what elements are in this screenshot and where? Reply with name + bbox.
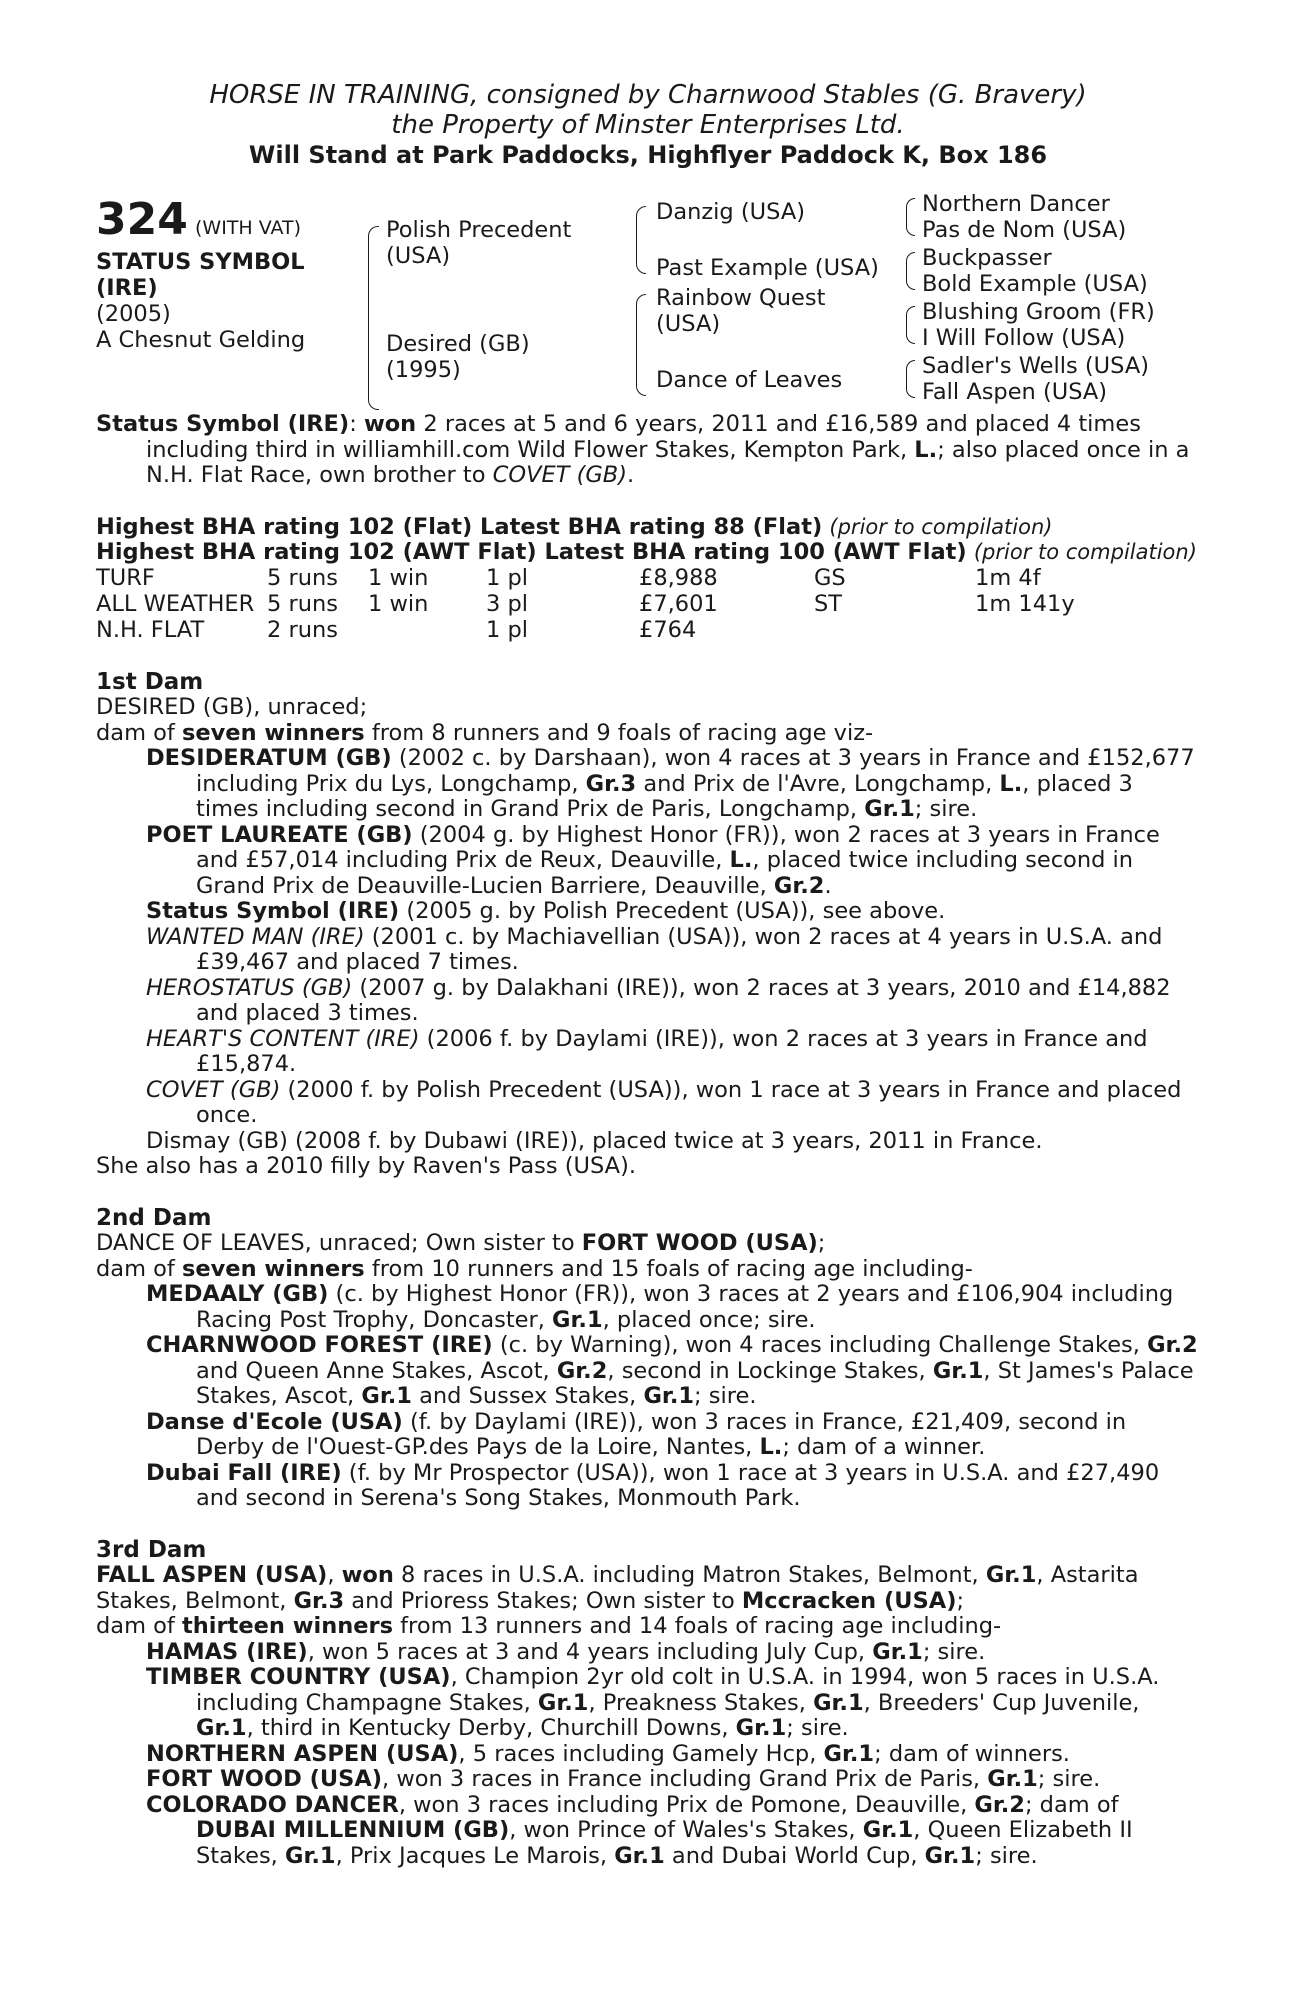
- dam-dam: Dance of Leaves: [656, 367, 843, 393]
- text: (2006 f. by Daylami (IRE)), won 2 races at 3 years in France and £15,874.: [196, 1025, 1148, 1077]
- rating-flat-values: Highest BHA rating 102 (Flat) Latest BHA rating 88 (Flat): [96, 513, 823, 540]
- stat-distance: 1m 4f: [975, 564, 1041, 591]
- sister-name: Mccracken (USA): [741, 1587, 957, 1614]
- sire-dam: Past Example (USA): [656, 255, 879, 281]
- text: ; sire.: [975, 1842, 1038, 1869]
- sire-name: Polish Precedent: [386, 217, 572, 243]
- grade: Gr.1: [862, 1817, 914, 1843]
- text: , placed once; sire.: [602, 1306, 816, 1333]
- stat-prize: £8,988: [639, 564, 718, 591]
- text: and Prioress Stakes; Own sister to: [344, 1587, 742, 1614]
- stat-going: ST: [814, 590, 843, 617]
- dsd: I Will Follow (USA): [922, 325, 1126, 351]
- progeny-name: HEROSTATUS (GB): [146, 974, 353, 1001]
- text: , Astarita Stakes, Belmont,: [96, 1562, 1139, 1614]
- dam2-intro: [96, 1231, 1200, 1257]
- progeny-entry: [96, 1461, 1200, 1512]
- horse-name-country: (IRE): [96, 275, 158, 301]
- grade: L.: [999, 770, 1023, 797]
- text: , third in Kentucky Derby, Churchill Downs,: [246, 1715, 736, 1741]
- progeny-entry: [96, 1742, 1200, 1768]
- race-record-table: [96, 566, 1200, 644]
- text: ; sire.: [786, 1715, 849, 1741]
- text: ; dam of winners.: [874, 1740, 1070, 1767]
- stat-surface: TURF: [96, 564, 155, 591]
- progeny-entry: [96, 899, 1200, 925]
- text: (c. by Warning), won 4 races including Challenge Stakes,: [492, 1332, 1148, 1358]
- grade: Gr.3: [585, 770, 637, 797]
- stat-distance: 1m 141y: [975, 590, 1075, 617]
- stat-placed: 1 pl: [486, 564, 529, 591]
- summary-text: 2 races at 5 and 6 years, 2011 and £16,589 and placed 4 times including third in williamhill.com Wild Flower Stakes, Kempton Park,: [146, 411, 1141, 463]
- sds: Buckpasser: [922, 245, 1052, 271]
- text: , won Prince of Wales's Stakes,: [509, 1817, 863, 1843]
- grade: L.: [729, 847, 753, 873]
- winners-count: seven winners: [181, 1255, 365, 1282]
- summary-text: :: [349, 411, 364, 437]
- progeny-entry: [96, 1027, 1200, 1078]
- horse-year: (2005): [96, 301, 171, 327]
- stat-runs: 5 runs: [267, 564, 338, 591]
- progeny-name: MEDAALY (GB): [146, 1281, 329, 1307]
- dam1-dam-of: [96, 721, 1200, 747]
- text: and Sussex Stakes,: [411, 1383, 644, 1409]
- rating-flat: [96, 515, 1200, 541]
- progeny-entry: [96, 1818, 1200, 1869]
- dds: Sadler's Wells (USA): [922, 353, 1150, 379]
- lot-number: 324: [96, 194, 188, 245]
- text: (c. by Highest Honor (FR)), won 3 races at 2 years and £106,904 including Racing Post Trophy, Doncaster,: [196, 1281, 1174, 1333]
- text: , Champion 2yr old colt in U.S.A. in 1994, won 5 races in U.S.A. including Champagne Stakes,: [196, 1664, 1160, 1716]
- summary-won: won: [363, 411, 417, 437]
- progeny-name: DUBAI MILLENNIUM (GB): [196, 1817, 510, 1843]
- text: (f. by Mr Prospector (USA)), won 1 race at 3 years in U.S.A. and £27,490 and second in Serena's Song Stakes, Monmouth Park.: [196, 1459, 1160, 1511]
- stat-surface: N.H. FLAT: [96, 616, 205, 643]
- horse-description: A Chesnut Gelding: [96, 327, 306, 353]
- text: (2007 g. by Dalakhani (IRE)), won 2 races at 3 years, 2010 and £14,882 and placed 3 times.: [196, 974, 1171, 1026]
- progeny-name: Dubai Fall (IRE): [146, 1459, 342, 1486]
- text: , placed twice including second in Grand Prix de Deauville-Lucien Barriere, Deauville,: [196, 847, 1134, 899]
- text: DANCE OF LEAVES, unraced; Own sister to: [96, 1230, 582, 1256]
- progeny-entry: [96, 976, 1200, 1027]
- summary-text: .: [627, 462, 635, 488]
- text: from 8 runners and 9 foals of racing age viz-: [364, 719, 874, 746]
- text: , Prix Jacques Le Marois,: [335, 1842, 615, 1869]
- progeny-entry: [96, 1078, 1200, 1129]
- dam2-title: 2nd Dam: [96, 1204, 212, 1231]
- text: (f. by Daylami (IRE)), won 3 races in France, £21,409, second in Derby de l'Ouest-GP.des Pays de la Loire, Nantes,: [196, 1408, 1127, 1460]
- text: and Queen Anne Stakes, Ascot,: [196, 1357, 557, 1384]
- text: (2004 g. by Highest Honor (FR)), won 2 races at 3 years in France and £57,014 including Prix de Reux, Deauville,: [196, 821, 1160, 873]
- summary-sibling: COVET (GB): [492, 462, 628, 488]
- text: (2002 c. by Darshaan), won 4 races at 3 years in France and £152,677 including Prix du Lys, Longchamp,: [196, 745, 1195, 797]
- text: (2000 f. by Polish Precedent (USA)), won 1 race at 3 years in France and placed once.: [196, 1076, 1182, 1128]
- text: dam of: [96, 1613, 182, 1639]
- dam3-intro: [96, 1563, 1200, 1614]
- progeny-name: FORT WOOD (USA): [146, 1766, 383, 1792]
- progeny-entry: [96, 1640, 1200, 1666]
- text: , Queen Elizabeth II Stakes,: [196, 1817, 1133, 1869]
- stat-placed: 1 pl: [486, 616, 529, 643]
- summary-horse: Status Symbol (IRE): [96, 411, 350, 437]
- dam-sire-country: (USA): [656, 311, 721, 337]
- sss: Northern Dancer: [922, 191, 1110, 217]
- winners-count: thirteen winners: [181, 1613, 393, 1639]
- grade: Gr.1: [872, 1638, 923, 1665]
- grade: Gr.1: [361, 1383, 412, 1409]
- brace-sd: [906, 252, 915, 290]
- grade: Gr.2: [773, 872, 825, 899]
- stat-runs: 2 runs: [267, 616, 338, 643]
- text: 8 races in U.S.A. including Matron Stakes, Belmont,: [393, 1562, 986, 1588]
- stat-prize: £764: [639, 616, 697, 643]
- text: ,: [327, 1562, 342, 1588]
- progeny-name: CHARNWOOD FOREST (IRE): [146, 1332, 493, 1358]
- progeny-name: NORTHERN ASPEN (USA): [146, 1740, 459, 1767]
- text: .: [824, 872, 832, 899]
- dam3-dam-of: [96, 1614, 1200, 1640]
- progeny-name: DESIDERATUM (GB): [146, 745, 392, 771]
- text: , Breeders' Cup Juvenile,: [863, 1689, 1140, 1716]
- grade: Gr.2: [974, 1791, 1025, 1818]
- grade: L.: [759, 1434, 783, 1460]
- stat-runs: 5 runs: [267, 590, 338, 617]
- brace-ss: [906, 198, 915, 236]
- text: dam of: [96, 719, 182, 746]
- won: won: [341, 1562, 394, 1588]
- progeny-name: WANTED MAN (IRE): [146, 923, 365, 950]
- text: (2005 g. by Polish Precedent (USA)), see above.: [399, 898, 946, 924]
- grade: Gr.3: [293, 1587, 345, 1614]
- text: ;: [817, 1230, 826, 1256]
- stat-going: GS: [814, 564, 846, 591]
- stat-wins: 1 win: [368, 590, 429, 617]
- summary-text: ; also placed once in a N.H. Flat Race, own brother to: [146, 436, 1190, 488]
- text: , second in Lockinge Stakes,: [607, 1357, 933, 1384]
- progeny-entry: [96, 1793, 1200, 1819]
- progeny-entry: [96, 1665, 1200, 1742]
- grade: Gr.2: [556, 1357, 608, 1384]
- dam-sire: Rainbow Quest: [656, 285, 826, 311]
- rating-note: (prior to compilation): [973, 540, 1197, 564]
- text: , won 5 races at 3 and 4 years including July Cup,: [307, 1638, 873, 1665]
- sdd: Bold Example (USA): [922, 271, 1148, 297]
- sire-sire: Danzig (USA): [656, 199, 805, 225]
- dam-brace: [636, 294, 646, 396]
- grade: Gr.1: [537, 1689, 589, 1716]
- progeny-entry: [96, 925, 1200, 976]
- lot-header: [96, 80, 1200, 170]
- dam1-intro: DESIRED (GB), unraced;: [96, 694, 368, 720]
- text: ; dam of: [1024, 1791, 1119, 1818]
- progeny-name: COVET (GB): [146, 1076, 281, 1103]
- grade: Gr.1: [985, 1562, 1037, 1588]
- progeny-name: TIMBER COUNTRY (USA): [146, 1664, 451, 1690]
- grade: Gr.1: [823, 1740, 875, 1767]
- main-brace: [368, 226, 379, 410]
- progeny-entry: [96, 1410, 1200, 1461]
- progeny-name: POET LAUREATE (GB): [146, 821, 413, 848]
- progeny-entry: [96, 823, 1200, 900]
- text: ; sire.: [922, 1638, 986, 1665]
- progeny-entry: Dismay (GB) (2008 f. by Dubawi (IRE)), placed twice at 3 years, 2011 in France.: [146, 1127, 1043, 1154]
- text: , placed 3 times including second in Grand Prix de Paris, Longchamp,: [196, 770, 1133, 822]
- grade: Gr.1: [924, 1842, 976, 1869]
- grade: Gr.1: [932, 1357, 984, 1384]
- text: ; dam of a winner.: [782, 1434, 986, 1460]
- rating-awt-values: Highest BHA rating 102 (AWT Flat) Latest BHA rating 100 (AWT Flat): [96, 539, 967, 565]
- text: and Dubai World Cup,: [664, 1842, 925, 1869]
- location-line: Will Stand at Park Paddocks, Highflyer Paddock K, Box 186: [248, 141, 1048, 169]
- sire-brace: [636, 206, 646, 274]
- grade: Gr.1: [643, 1383, 695, 1409]
- text: ; sire.: [694, 1383, 757, 1409]
- grade: Gr.1: [987, 1766, 1038, 1792]
- grade: Gr.1: [735, 1715, 787, 1741]
- horse-name: STATUS SYMBOL: [96, 249, 305, 275]
- progeny-name: COLORADO DANCER: [146, 1791, 399, 1818]
- text: from 10 runners and 15 foals of racing age including-: [364, 1255, 973, 1282]
- text: ; sire.: [914, 796, 978, 822]
- dam-name: FALL ASPEN (USA): [96, 1562, 328, 1588]
- catalogue-page: [96, 80, 1200, 1869]
- race-summary: [96, 412, 1200, 489]
- progeny-entry: [96, 1767, 1200, 1793]
- sister-name: FORT WOOD (USA): [581, 1230, 818, 1256]
- grade: Gr.1: [864, 796, 915, 822]
- summary-listed: L.: [914, 436, 938, 463]
- stat-wins: 1 win: [368, 564, 429, 591]
- sire-country: (USA): [386, 243, 451, 269]
- grade: Gr.1: [552, 1306, 603, 1333]
- dam3-title: 3rd Dam: [96, 1536, 207, 1563]
- stat-surface: ALL WEATHER: [96, 590, 255, 617]
- pedigree-table: [96, 192, 1200, 412]
- brace-dd: [906, 360, 915, 398]
- progeny-entry: [96, 1282, 1200, 1333]
- text: , St James's Palace Stakes, Ascot,: [196, 1357, 1194, 1409]
- brace-ds: [906, 306, 915, 344]
- text: dam of: [96, 1255, 182, 1282]
- consignor-line: HORSE IN TRAINING, consigned by Charnwood Stables (G. Bravery): [209, 80, 1087, 110]
- rating-note: (prior to compilation): [829, 514, 1053, 539]
- dam1-foal-note: She also has a 2010 filly by Raven's Pass (USA).: [96, 1153, 636, 1179]
- text: ; sire.: [1037, 1766, 1101, 1792]
- grade: Gr.2: [1147, 1332, 1198, 1358]
- dss: Blushing Groom (FR): [922, 299, 1155, 325]
- text: , Preakness Stakes,: [588, 1689, 814, 1716]
- grade: Gr.1: [285, 1842, 336, 1869]
- ddd: Fall Aspen (USA): [922, 379, 1108, 405]
- dam-name: Desired (GB): [386, 331, 530, 357]
- text: , won 3 races including Prix de Pomone, Deauville,: [398, 1791, 975, 1818]
- dam1-title: 1st Dam: [96, 668, 204, 695]
- progeny-name: HEART'S CONTENT (IRE): [146, 1025, 420, 1052]
- owner-line: the Property of Minster Enterprises Ltd.: [391, 110, 905, 140]
- stat-prize: £7,601: [639, 590, 718, 617]
- progeny-entry: [96, 1333, 1200, 1410]
- text: , won 3 races in France including Grand Prix de Paris,: [382, 1766, 988, 1792]
- winners-count: seven winners: [181, 719, 365, 746]
- stat-placed: 3 pl: [486, 590, 529, 617]
- text: from 13 runners and 14 foals of racing age including-: [392, 1613, 1002, 1639]
- progeny-name: Status Symbol (IRE): [146, 898, 400, 924]
- vat-note: (WITH VAT): [195, 217, 302, 239]
- progeny-entry: [96, 746, 1200, 823]
- grade: Gr.1: [614, 1842, 665, 1869]
- progeny-name: Danse d'Ecole (USA): [146, 1408, 403, 1435]
- text: ;: [956, 1587, 965, 1614]
- lot-number-row: [96, 194, 302, 245]
- grade: Gr.1: [196, 1715, 247, 1741]
- rating-awt: [96, 540, 1200, 566]
- progeny-name: HAMAS (IRE): [146, 1638, 308, 1665]
- grade: Gr.1: [813, 1689, 864, 1716]
- text: (2001 c. by Machiavellian (USA)), won 2 races at 4 years in U.S.A. and £39,467 and placed 7 times.: [196, 923, 1163, 975]
- dam-year: (1995): [386, 357, 461, 383]
- text: and Prix de l'Avre, Longchamp,: [636, 770, 1000, 797]
- ssd: Pas de Nom (USA): [922, 217, 1127, 243]
- dam2-dam-of: [96, 1257, 1200, 1283]
- text: , 5 races including Gamely Hcp,: [458, 1740, 824, 1767]
